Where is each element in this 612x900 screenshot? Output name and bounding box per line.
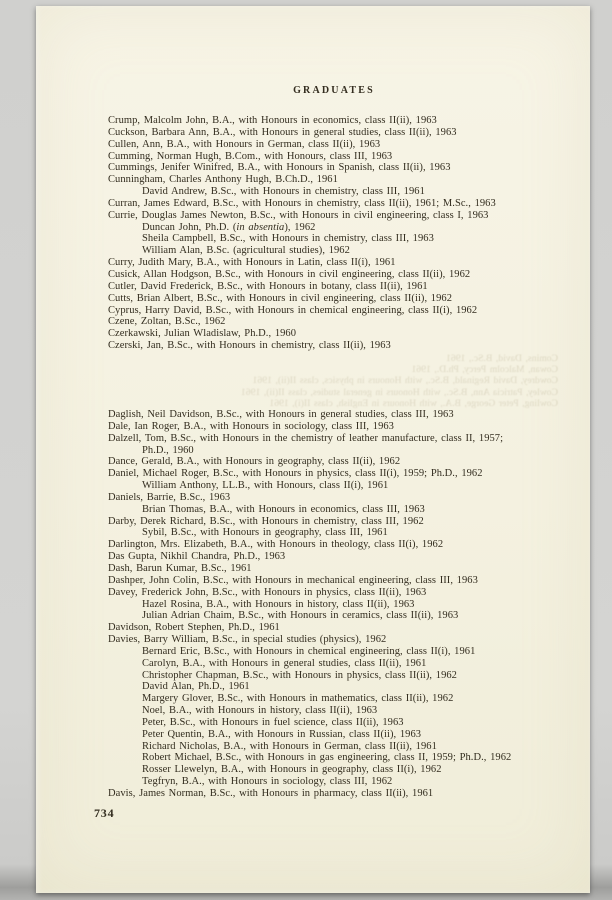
- graduate-entry: Dale, Ian Roger, B.A., with Honours in sociology, class III, 1963: [108, 420, 394, 432]
- graduate-entry: Dashper, John Colin, B.Sc., with Honours in mechanical engineering, class III, 1963: [108, 574, 478, 586]
- graduate-entry: Davey, Frederick John, B.Sc., with Honours in physics, class II(ii), 1963: [108, 586, 427, 598]
- graduate-entry: Darlington, Mrs. Elizabeth, B.A., with Honours in theology, class II(i), 1962: [108, 539, 444, 551]
- bleed-through-line: Cowley, Patricia Ann, B.Sc., with Honours in general studies, class II(ii), 1961: [240, 386, 558, 398]
- graduate-entry: Daglish, Neil Davidson, B.Sc., with Honours in general studies, class III, 1963: [108, 409, 454, 420]
- bleed-through-line: Cowdrey, David Reginald, B.Sc., with Honours in physics, class II(ii), 1961: [252, 375, 558, 387]
- graduate-entry: Sheila Campbell, B.Sc., with Honours in chemistry, class III, 1963: [142, 233, 434, 245]
- graduate-entry: Cuckson, Barbara Ann, B.A., with Honours in general studies, class II(ii), 1963: [108, 126, 457, 138]
- graduate-entry: Davies, Barry William, B.Sc., in special studies (physics), 1962: [108, 634, 387, 646]
- graduate-entry: Ph.D., 1960: [142, 444, 194, 456]
- graduate-entry: Brian Thomas, B.A., with Honours in economics, class III, 1963: [142, 503, 425, 515]
- graduate-entry: Czerski, Jan, B.Sc., with Honours in chemistry, class II(ii), 1963: [108, 340, 391, 352]
- graduate-entry: Noel, B.A., with Honours in history, class II(ii), 1963: [142, 705, 378, 717]
- graduate-entry: Curran, James Edward, B.Sc., with Honours in chemistry, class II(ii), 1961; M.Sc., 1963: [108, 197, 496, 209]
- graduate-section-C: [108, 115, 564, 352]
- graduate-entry: Daniels, Barrie, B.Sc., 1963: [108, 491, 231, 503]
- graduate-entry: Margery Glover, B.Sc., with Honours in mathematics, class II(ii), 1962: [142, 693, 454, 705]
- graduate-entry: Bernard Eric, B.Sc., with Honours in chemical engineering, class II(i), 1961: [142, 645, 476, 657]
- graduate-entry: [108, 222, 564, 234]
- graduate-entry: Davis, James Norman, B.Sc., with Honours in pharmacy, class II(ii), 1961: [108, 788, 434, 799]
- graduate-section-D: [108, 409, 564, 800]
- graduate-entry: Czerkawski, Julian Wladislaw, Ph.D., 1960: [108, 328, 297, 340]
- graduate-entry: Sybil, B.Sc., with Honours in geography, class III, 1961: [142, 527, 388, 539]
- page-header: GRADUATES: [293, 85, 375, 96]
- entry-text: ), 1962: [284, 221, 316, 233]
- graduate-entry: William Alan, B.Sc. (agricultural studies), 1962: [142, 245, 350, 257]
- graduate-entry: Peter, B.Sc., with Honours in fuel science, class II(ii), 1963: [142, 716, 404, 728]
- graduate-entry: Curry, Judith Mary, B.A., with Honours in Latin, class II(i), 1961: [108, 257, 396, 269]
- graduate-entry: William Anthony, LL.B., with Honours, class II(i), 1961: [142, 480, 389, 492]
- graduate-entry: Rosser Llewelyn, B.A., with Honours in geography, class II(i), 1962: [142, 764, 442, 776]
- graduate-entry: Dash, Barun Kumar, B.Sc., 1961: [108, 562, 252, 574]
- graduate-entry: Crump, Malcolm John, B.A., with Honours in economics, class II(ii), 1963: [108, 115, 437, 126]
- page-number: 734: [94, 806, 115, 820]
- graduate-entry: Cutler, David Frederick, B.Sc., with Honours in botany, class II(ii), 1961: [108, 280, 428, 292]
- graduate-entry: Daniel, Michael Roger, B.Sc., with Honours in physics, class II(i), 1959; Ph.D., 1962: [108, 468, 483, 480]
- graduate-entry: David Andrew, B.Sc., with Honours in chemistry, class III, 1961: [142, 186, 425, 198]
- graduate-entry: Carolyn, B.A., with Honours in general studies, class II(ii), 1961: [142, 657, 427, 669]
- graduate-entry: Julian Adrian Chaim, B.Sc., with Honours in ceramics, class II(ii), 1963: [142, 610, 459, 622]
- graduate-entry: Currie, Douglas James Newton, B.Sc., with Honours in civil engineering, class I, 1963: [108, 209, 489, 221]
- graduate-entry: Dalzell, Tom, B.Sc., with Honours in the chemistry of leather manufacture, class II, 1957;: [108, 432, 504, 444]
- graduate-entry: Davidson, Robert Stephen, Ph.D., 1961: [108, 622, 280, 634]
- bleed-through-text: [106, 353, 558, 409]
- bleed-through-line: Comins, David, B.Sc., 1961: [446, 353, 558, 364]
- graduate-entry: Czene, Zoltan, B.Sc., 1962: [108, 316, 226, 328]
- entry-text: Duncan John, Ph.D. (: [142, 221, 237, 233]
- graduate-entry: Christopher Chapman, B.Sc., with Honours in physics, class II(ii), 1962: [142, 669, 457, 681]
- graduate-entry: Cunningham, Charles Anthony Hugh, B.Ch.D., 1961: [108, 174, 338, 186]
- book-page: [36, 6, 590, 893]
- graduate-entry: Cutts, Brian Albert, B.Sc., with Honours in civil engineering, class II(ii), 1962: [108, 292, 453, 304]
- graduate-entry: Darby, Derek Richard, B.Sc., with Honours in chemistry, class III, 1962: [108, 515, 424, 527]
- graduate-entry: David Alan, Ph.D., 1961: [142, 681, 250, 693]
- bleed-through-line: Cowan, Malcolm Percy, Ph.D., 1961: [411, 364, 558, 376]
- graduate-entry: Cullen, Ann, B.A., with Honours in German, class II(ii), 1963: [108, 138, 381, 150]
- entry-text-italic: in absentia: [236, 221, 285, 233]
- graduate-entry: Das Gupta, Nikhil Chandra, Ph.D., 1963: [108, 551, 286, 563]
- graduate-entry: Dance, Gerald, B.A., with Honours in geography, class II(ii), 1962: [108, 456, 401, 468]
- graduate-entry: Robert Michael, B.Sc., with Honours in gas engineering, class II, 1959; Ph.D., 1962: [142, 752, 512, 764]
- graduate-entry: Hazel Rosina, B.A., with Honours in history, class II(ii), 1963: [142, 598, 415, 610]
- graduate-entry: Peter Quentin, B.A., with Honours in Russian, class II(ii), 1963: [142, 728, 422, 740]
- graduate-entry: Cusick, Allan Hodgson, B.Sc., with Honours in civil engineering, class II(ii), 1962: [108, 268, 471, 280]
- graduate-entry: Cyprus, Harry David, B.Sc., with Honours in chemical engineering, class II(i), 1962: [108, 304, 478, 316]
- bleed-through-line: Cowling, Peter George, B.A., with Honours in English, class II(i), 1961: [269, 397, 558, 409]
- graduate-entry: Richard Nicholas, B.A., with Honours in German, class II(ii), 1961: [142, 740, 437, 752]
- graduate-entry: Tegfryn, B.A., with Honours in sociology, class III, 1962: [142, 776, 393, 788]
- graduate-entry: Cumming, Norman Hugh, B.Com., with Honours, class III, 1963: [108, 150, 393, 162]
- graduate-entry: Cummings, Jenifer Winifred, B.A., with Honours in Spanish, class II(ii), 1963: [108, 162, 451, 174]
